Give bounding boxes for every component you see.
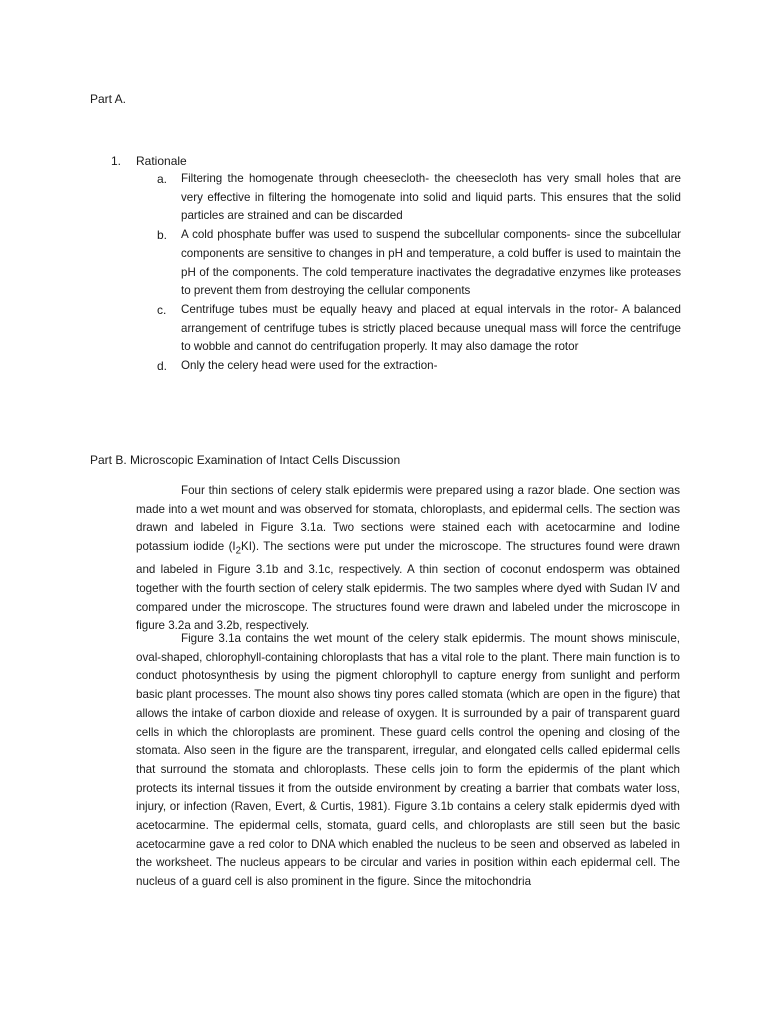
rationale-item-c	[157, 301, 681, 357]
part-a-heading: Part A.	[90, 92, 127, 106]
discussion-paragraph-1	[136, 482, 680, 636]
rationale-item-marker: b.	[157, 228, 168, 243]
rationale-item-text: Centrifuge tubes must be equally heavy and placed at equal intervals in the rotor- A balanced arrangement of centrifuge tubes is strictly placed because unequal mass will force the centrifuge to wobble and cannot do centrifugation properly. It may also damage the rotor	[181, 302, 681, 354]
rationale-item-text: A cold phosphate buffer was used to suspend the subcellular components- since the subcellular components are sensitive to changes in pH and temperature, a cold buffer is used to maintain the pH of the components. The cold temperature inactivates the degradative enzymes like proteases to prevent them from destroying the cellular components	[181, 228, 681, 298]
rationale-list	[111, 170, 681, 376]
rationale-title: Rationale	[136, 154, 187, 168]
subscript-2: 2	[235, 545, 242, 557]
rationale-item-marker: d.	[157, 359, 168, 374]
rationale-item-a	[157, 170, 681, 226]
rationale-item-text: Only the celery head were used for the extraction-	[181, 359, 438, 373]
rationale-item-b	[157, 226, 681, 301]
rationale-item-marker: a.	[157, 172, 168, 186]
rationale-number: 1.	[111, 154, 122, 168]
rationale-section	[111, 152, 681, 376]
discussion-paragraph-2: Figure 3.1a contains the wet mount of the celery stalk epidermis. The mount shows miniscule, oval-shaped, chlorophyll-containing chloroplasts that has a vital role to the plant. There main function is to conduct photosynthesis by using the pigment chlorophyll to capture energy from sunlight and perform basic plant processes. The mount also shows tiny pores called stomata (which are open in the figure) that allows the intake of carbon dioxide and release of oxygen. It is surrounded by a pair of transparent guard cells in which the chloroplasts are prominent. These guard cells control the opening and closing of the stomata. Also seen in the figure are the transparent, irregular, and elongated cells called epidermal cells that surround the stomata and chloroplasts. These cells join to form the epidermis of the plant which protects its internal tissues it from the outside environment by creating a barrier that combats water loss, injury, or infection (Raven, Evert, & Curtis, 1981). Figure 3.1b contains a celery stalk epidermis dyed with acetocarmine. The epidermal cells, stomata, guard cells, and chloroplasts are still seen but the basic acetocarmine gave a red color to DNA which enabled the nucleus to be seen and observed as labeled in the worksheet. The nucleus appears to be circular and varies in position within each epidermal cell. The nucleus of a guard cell is also prominent in the figure. Since the mitochondria	[136, 632, 680, 889]
paragraph-1-text-end: KI). The sections were put under the microscope. The structures found were drawn and labeled in Figure 3.1b and 3.1c, respectively. A thin section of coconut endosperm was obtained together with the fourth section of celery stalk epidermis. The two samples where dyed with Sudan IV and compared under the microscope. The structures found were drawn and labeled under the microscope in figure 3.2a and 3.2b, respectively.	[136, 540, 680, 633]
rationale-item-d	[157, 357, 681, 376]
rationale-title-row	[111, 152, 681, 170]
rationale-item-text: Filtering the homogenate through cheesecloth- the cheesecloth has very small holes that are very effective in filtering the homogenate into solid and liquid parts. This ensures that the solid particles are strained and can be discarded	[181, 172, 681, 223]
part-b-heading: Part B. Microscopic Examination of Intact Cells Discussion	[90, 453, 401, 467]
paragraph-1-text-start: Four thin sections of celery stalk epidermis were prepared using a razor blade. One section was made into a wet mount and was observed for stomata, chloroplasts, and epidermal cells. The section was drawn and labeled in Figure 3.1a. Two sections were stained each with acetocarmine and Iodine potassium iodide (I	[136, 484, 680, 554]
rationale-item-marker: c.	[157, 302, 167, 317]
